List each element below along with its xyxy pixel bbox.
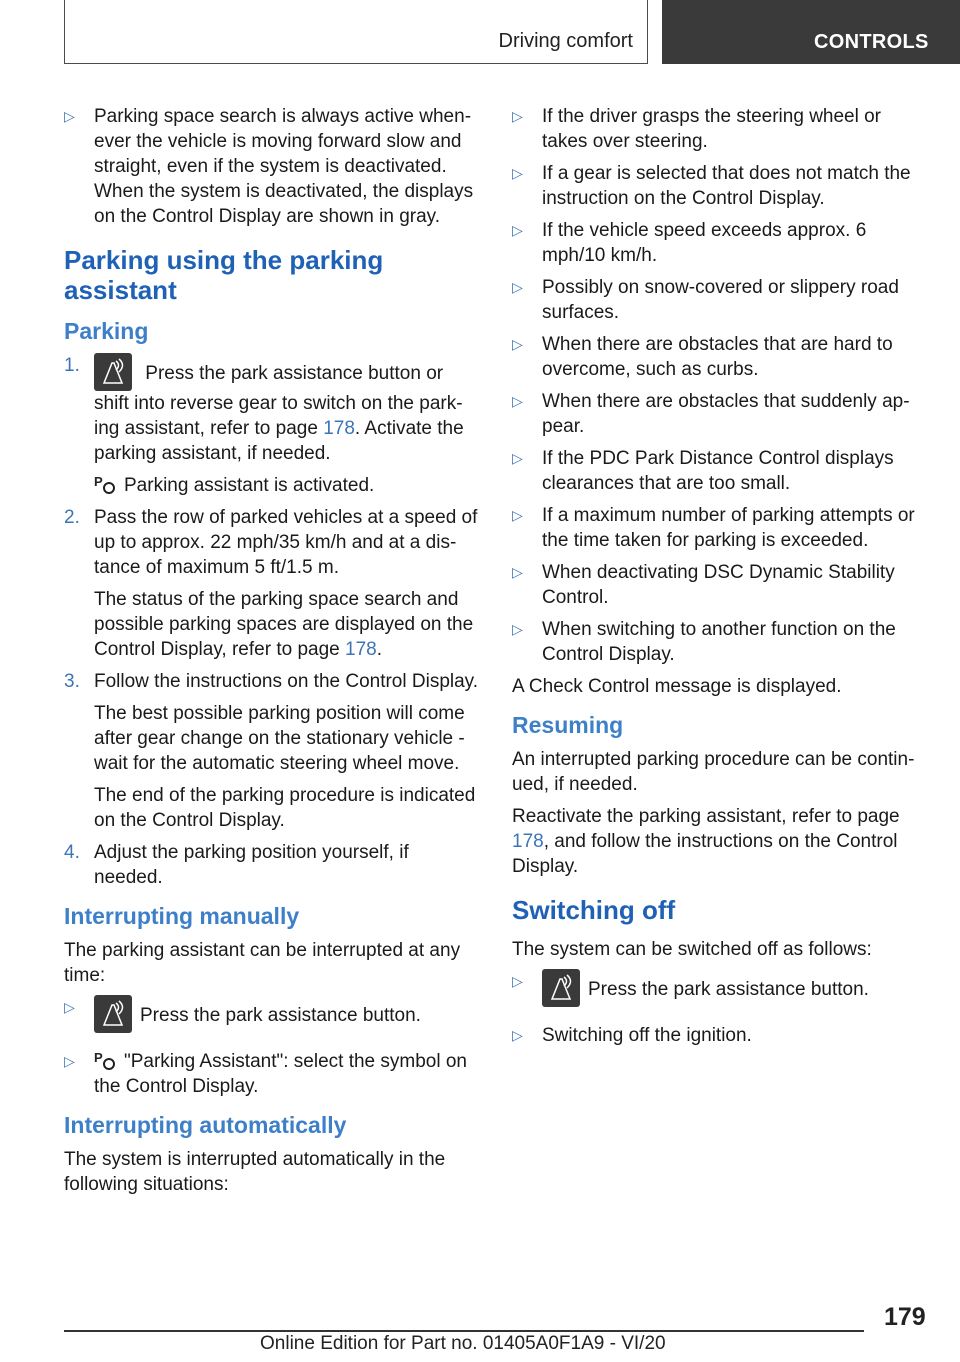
list-item — [512, 1023, 922, 1048]
step-text: Pass the row of parked vehicles at a speed of up to approx. 22 mph/35 km/h and at a distance of maximum 5 ft/1.5 m. — [94, 507, 478, 578]
list-item-text: When there are obstacles that are hard to overcome, such as curbs. — [542, 334, 893, 380]
list-item — [512, 389, 922, 439]
paragraph: The system is interrupted automatically in the following situations: — [64, 1149, 446, 1195]
list-item — [512, 446, 922, 496]
bullet-triangle-icon: ▷ — [64, 1053, 75, 1069]
bullet-triangle-icon: ▷ — [512, 450, 523, 466]
list-item-text: If the PDC Park Distance Control displays clearances that are too small. — [542, 448, 894, 494]
bullet-triangle-icon: ▷ — [512, 393, 523, 409]
bullet-triangle-icon: ▷ — [64, 999, 75, 1015]
bullet-triangle-icon: ▷ — [512, 507, 523, 523]
list-item-text: If the driver grasps the steering wheel or takes over steering. — [542, 106, 882, 152]
bullet-triangle-icon: ▷ — [512, 336, 523, 352]
left-column — [64, 104, 480, 1204]
heading-switching-off: Switching off — [512, 895, 676, 925]
note-text: . — [376, 639, 382, 660]
subheading-parking: Parking — [64, 318, 149, 344]
step-note — [64, 587, 480, 662]
note-text: Parking assistant is activated. — [124, 475, 375, 496]
step-text: . Activate the parking assistant, if needed. — [94, 418, 464, 464]
list-item — [64, 1049, 480, 1099]
park-assist-button-icon — [542, 969, 580, 1007]
list-item — [512, 161, 922, 211]
list-item-text: Press the park assistance button. — [588, 979, 869, 1000]
list-item-text: When there are obstacles that suddenly appear. — [542, 391, 910, 437]
bullet-triangle-icon: ▷ — [512, 279, 523, 295]
edition-note: Online Edition for Part no. 01405A0F1A9 - VI/20 — [260, 1333, 666, 1354]
list-item-text: "Parking Assistant": select the symbol on the Control Display. — [94, 1051, 467, 1097]
right-column — [512, 104, 922, 1055]
list-item-text: Possibly on snow-covered or slippery road surfaces. — [542, 277, 899, 323]
list-item-text: If a maximum number of parking attempts or the time taken for parking is exceeded. — [542, 505, 915, 551]
list-item — [512, 104, 922, 154]
bullet-triangle-icon: ▷ — [512, 1027, 523, 1043]
step-number: 2. — [64, 507, 80, 528]
bullet-triangle-icon: ▷ — [512, 564, 523, 580]
step-number: 4. — [64, 842, 80, 863]
page-number: 179 — [884, 1303, 926, 1331]
list-item-text: If a gear is selected that does not match the instruction on the Control Display. — [542, 163, 911, 209]
bullet-triangle-icon: ▷ — [64, 108, 75, 124]
svg-text:P: P — [94, 1050, 103, 1065]
list-item-text: When switching to another function on the Control Display. — [542, 619, 896, 665]
bullet-triangle-icon: ▷ — [512, 222, 523, 238]
step-note: The best possible parking position will come after gear change on the stationary vehicle - wait for the automatic steering wheel move. — [94, 703, 465, 774]
bullet-triangle-icon: ▷ — [512, 165, 523, 181]
list-item — [512, 275, 922, 325]
paragraph: A Check Control message is displayed. — [512, 676, 842, 697]
park-assist-button-icon — [94, 995, 132, 1033]
list-item-text: When deactivating DSC Dynamic Stability Control. — [542, 562, 895, 608]
paragraph: An interrupted parking procedure can be continued, if needed. — [512, 749, 915, 795]
list-item — [512, 617, 922, 667]
park-assist-button-icon — [94, 353, 132, 391]
subheading-interrupting-automatically: Interrupting automatically — [64, 1112, 347, 1138]
step-1 — [64, 353, 480, 466]
list-item — [512, 560, 922, 610]
list-item — [512, 332, 922, 382]
page-link[interactable]: 178 — [512, 831, 544, 852]
list-item-text: Switching off the ignition. — [542, 1025, 752, 1046]
list-item — [512, 969, 922, 1007]
step-text: Adjust the parking position yourself, if needed. — [94, 842, 409, 888]
subheading-resuming: Resuming — [512, 712, 624, 738]
heading-parking-assistant: Parking using the parking assistant — [64, 245, 384, 305]
list-item — [512, 503, 922, 553]
step-2 — [64, 505, 480, 580]
list-item — [512, 218, 922, 268]
paragraph — [512, 804, 922, 879]
bullet-triangle-icon: ▷ — [512, 108, 523, 124]
paragraph-text: , and follow the instructions on the Control Display. — [512, 831, 898, 877]
header-frame — [64, 0, 648, 64]
bullet-triangle-icon: ▷ — [512, 621, 523, 637]
note-text: The status of the parking space search and possible parking spaces are displayed on the Control Display, refer to page — [94, 589, 474, 660]
parking-assistant-symbol-icon — [94, 1049, 116, 1071]
page-link[interactable]: 178 — [345, 639, 377, 660]
step-note — [64, 473, 480, 498]
page-link[interactable]: 178 — [323, 418, 355, 439]
paragraph: The system can be switched off as follows: — [512, 939, 872, 960]
list-item — [64, 104, 480, 229]
parking-assistant-symbol-icon — [94, 473, 116, 495]
list-item-text: Press the park assistance button. — [140, 1005, 421, 1026]
paragraph: The parking assistant can be interrupted at any time: — [64, 940, 461, 986]
footer-divider — [64, 1330, 864, 1332]
step-number: 3. — [64, 671, 80, 692]
step-note: The end of the parking procedure is indicated on the Control Display. — [94, 785, 476, 831]
svg-text:P: P — [94, 474, 103, 489]
list-item — [64, 995, 480, 1033]
step-number: 1. — [64, 355, 80, 376]
step-4 — [64, 840, 480, 890]
section-title: Driving comfort — [498, 30, 633, 52]
chapter-tab — [662, 0, 960, 64]
subheading-interrupting-manually: Interrupting manually — [64, 903, 300, 929]
list-item-text: If the vehicle speed exceeds approx. 6 mph/10 km/h. — [542, 220, 867, 266]
step-text: Follow the instructions on the Control Display. — [94, 671, 479, 692]
step-text: Press the park assistance button or shift into reverse gear to switch on the parking assistant, refer to page — [94, 363, 463, 439]
list-item-text: Parking space search is always active whenever the vehicle is moving forward slow and straight, even if the system is deactivated. When the system is deactivated, the displays on the Control Display are shown in gray. — [94, 106, 474, 227]
bullet-triangle-icon: ▷ — [512, 973, 523, 989]
chapter-title: CONTROLS — [814, 31, 929, 53]
step-3 — [64, 669, 480, 694]
paragraph-text: Reactivate the parking assistant, refer to page — [512, 806, 900, 827]
